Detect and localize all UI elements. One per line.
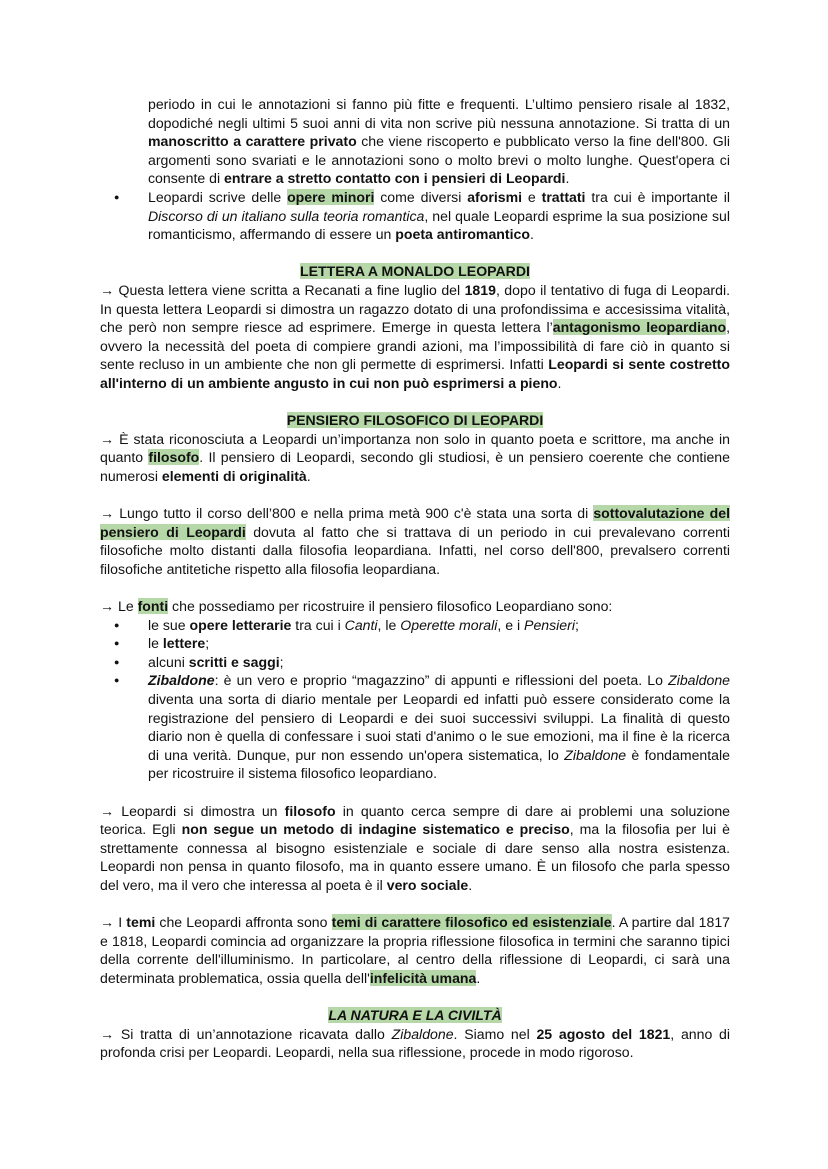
paragraph-pensiero-4: → Leopardi si dimostra un filosofo in quanto cerca sempre di dare ai problemi una soluzione teorica. Egli non segue un metodo di indagine sistematico e preciso, ma la filosofia per lui è strettamente connessa al bisogno esistenziale e sociale di dare senso alla nostra esistenza. Leopardi non pensa in quanto filosofo, ma in quanto essere umano. È un filosofo che parla spesso del vero, ma il vero che interessa al poeta è il vero sociale.	[100, 802, 730, 893]
paragraph-pensiero-5: → I temi che Leopardi affronta sono temi di carattere filosofico ed esistenziale. A partire dal 1817 e 1818, Leopardi comincia ad organizzare la propria riflessione filosofica in termini che saranno tipici della corrente dell'illuminismo. In particolare, al centro della riflessione di Leopardi, ci sarà una determinata problematica, ossia quella dell'infelicità umana.	[100, 914, 730, 986]
list-item-opere-letterarie: ● le sue opere letterarie tra cui i Canti, le Operette morali, e i Pensieri;	[100, 616, 730, 635]
list-item-scritti-saggi: ● alcuni scritti e saggi;	[100, 653, 730, 672]
list-item-zibaldone: ● Zibaldone: è un vero e proprio “magazzino” di appunti e riflessioni del poeta. Lo Zibaldone diventa una sorta di diario mentale per Leopardi ed infatti può essere considerato come la registrazione del pensiero di Leopardi e dei suoi successivi sviluppi. La finalità di questo diario non è quella di confessare i suoi stati d'animo o le sue emozioni, ma il fine è la ricerca di una verità. Dunque, pur non essendo un'opera sistematica, lo Zibaldone è fondamentale per ricostruire il sistema filosofico leopardiano.	[100, 671, 730, 783]
list-item-opere-minori: ● Leopardi scrive delle opere minori come diversi aforismi e trattati tra cui è importante il Discorso di un italiano sulla teoria romantica, nel quale Leopardi esprime la sua posizione sul romanticismo, affermando di essere un poeta antiromantico.	[100, 188, 730, 244]
paragraph-pensiero-3: → Le fonti che possediamo per ricostruire il pensiero filosofico Leopardiano sono:	[100, 598, 613, 615]
fonti-list	[100, 616, 730, 783]
paragraph-pensiero-1: → È stata riconosciuta a Leopardi un’importanza non solo in quanto poeta e scrittore, ma anche in quanto filosofo. Il pensiero di Leopardi, secondo gli studiosi, è un pensiero coerente che contiene numerosi elementi di originalità.	[100, 430, 730, 484]
paragraph-pensiero-2: → Lungo tutto il corso dell’800 e nella prima metà 900 c'è stata una sorta di sottovalutazione del pensiero di Leopardi dovuta al fatto che si trattava di un periodo in cui prevalevano correnti filosofiche molto distanti dalla filosofia leopardiana. Infatti, nel corso dell'800, prevalsero correnti filosofiche antitetiche rispetto alla filosofia leopardiana.	[100, 505, 730, 577]
section-heading-pensiero: PENSIERO FILOSOFICO DI LEOPARDI	[286, 412, 544, 429]
paragraph-lettera: → Questa lettera viene scritta a Recanati a fine luglio del 1819, dopo il tentativo di fuga di Leopardi. In questa lettera Leopardi si dimostra un ragazzo dotato di una profondissima e accesissima vitalità, che però non sempre riesce ad esprimere. Emerge in questa lettera l’antagonismo leopardiano, ovvero la necessità del poeta di compiere grandi azioni, ma l’impossibilità di fare ciò in quanto si sente recluso in un ambiente che non gli permette di esprimersi. Infatti Leopardi si sente costretto all'interno di un ambiente angusto in cui non può esprimersi a pieno.	[100, 281, 730, 391]
paragraph-natura: → Si tratta di un’annotazione ricavata dallo Zibaldone. Siamo nel 25 agosto del 1821, anno di profonda crisi per Leopardi. Leopardi, nella sua riflessione, procede in modo rigoroso.	[100, 1025, 731, 1061]
intro-bullet-list	[100, 188, 730, 244]
section-heading-lettera: LETTERA A MONALDO LEOPARDI	[300, 263, 530, 280]
section-heading-natura: LA NATURA E LA CIVILTÀ	[328, 1007, 502, 1024]
list-item-lettere: ● le lettere;	[100, 634, 730, 653]
zibaldone-description-continuation: periodo in cui le annotazioni si fanno più fitte e frequenti. L’ultimo pensiero risale al 1832, dopodiché negli ultimi 5 suoi anni di vita non scrive più nessuna annotazione. Si tratta di un manoscritto a carattere privato che viene riscoperto e pubblicato verso la fine dell'800. Gli argomenti sono svariati e le annotazioni sono o molto brevi o molto lunghe. Quest'opera ci consente di entrare a stretto contatto con i pensieri di Leopardi.	[148, 96, 730, 187]
